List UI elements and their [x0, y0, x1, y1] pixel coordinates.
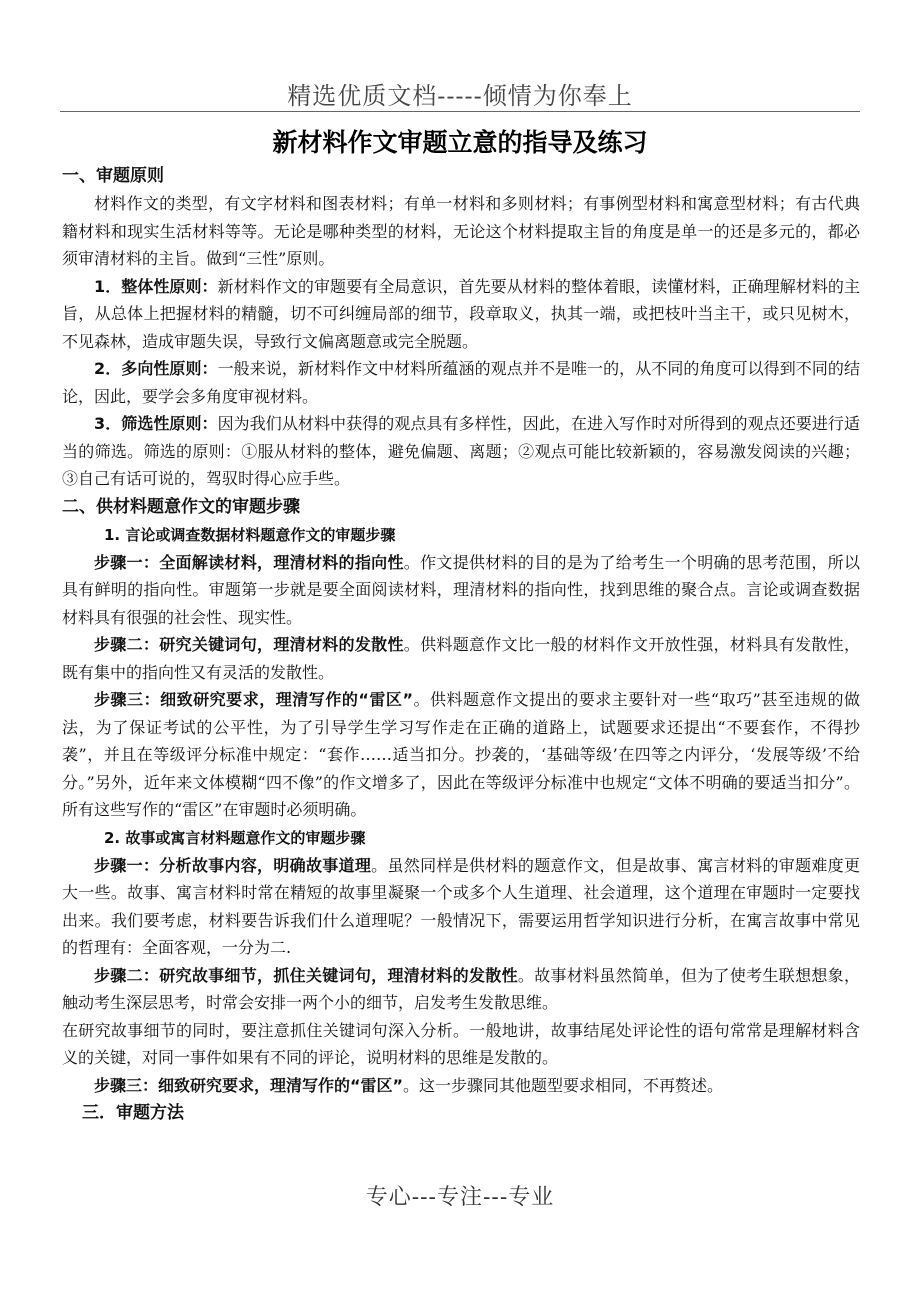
step-b1-label: 步骤一：分析故事内容，明确故事道理 [94, 855, 372, 875]
principle-3-paragraph [62, 410, 860, 493]
principle-1-label: 1．整体性原则： [94, 276, 218, 296]
step-b2-label: 步骤二：研究故事细节，抓住关键词句，理清材料的发散性 [94, 965, 518, 985]
section-heading-1: 一、审题原则 [62, 166, 164, 186]
principle-2-paragraph [62, 355, 860, 410]
principle-2-label: 2．多向性原则： [94, 359, 218, 378]
step-b2-text: 。故事材料虽然简单，但为了使考生联想想象，触动考生深层思考，时常会安排一两个小的细节，启发考生发散思维。 [62, 965, 860, 1012]
step-b3-paragraph [62, 1072, 860, 1100]
step-a3-text: 。供料题意作文提出的要求主要针对一些“取巧”甚至违规的做法，为了保证考试的公平性，为了引导学生学习写作走在正确的道路上，试题要求还提出“不要套作，不得抄袭”，并且在等级评分标准中规定：“套作……适当扣分。抄袭的，‘基础等级’在四等之内评分，‘发展等级’不给分。”另外，近年来文体模糊“四不像”的作文增多了，因此在等级评分标准中也规定“文体不明确的要适当扣分”。所有这些写作的“雷区”在审题时必须明确。 [62, 690, 860, 819]
section-1-intro: 材料作文的类型，有文字材料和图表材料；有单一材料和多则材料；有事例型材料和寓意型材料；有古代典籍材料和现实生活材料等等。无论是哪种类型的材料，无论这个材料提取主旨的角度是单一的还是多元的，都必须审清材料的主旨。做到“三性”原则。 [62, 194, 860, 268]
step-a3-paragraph [62, 686, 860, 824]
step-a2-label: 步骤二：研究关键词句，理清材料的发散性 [94, 635, 404, 654]
step-b3-text: 。这一步骤同其他题型要求相同，不再赘述。 [403, 1075, 724, 1095]
section-heading-2: 二、供材料题意作文的审题步骤 [62, 496, 300, 517]
step-b1-text: 。虽然同样是供材料的题意作文，但是故事、寓言材料的审题难度更大一些。故事、寓言材料时常在精短的故事里凝聚一个或多个人生道理、社会道理，这个道理在审题时一定要找出来。我们要考虑，材料要告诉我们什么道理呢？一般情况下，需要运用哲学知识进行分析，在寓言故事中常见的哲理有：全面客观，一分为二. [62, 855, 860, 957]
document-title: 新材料作文审题立意的指导及练习 [272, 128, 648, 157]
document-body [62, 162, 860, 1127]
step-a1-paragraph [62, 549, 860, 632]
step-a1-text: 。作文提供材料的目的是为了给考生一个明确的思考范围，所以具有鲜明的指向性。审题第一步就是要全面阅读材料，理清材料的指向性，找到思维的聚合点。言论或调查数据材料具有很强的社会性、现实性。 [62, 552, 860, 627]
step-a1-label: 步骤一：全面解读材料，理清材料的指向性 [94, 552, 404, 572]
subsection-heading-2: 2. 故事或寓言材料题意作文的审题步骤 [104, 828, 366, 847]
subsection-heading-1: 1. 言论或调查数据材料题意作文的审题步骤 [104, 525, 396, 544]
principle-3-label: 3．筛选性原则： [94, 414, 218, 433]
step-b1-paragraph [62, 852, 860, 962]
step-b3-label: 步骤三：细致研究要求，理清写作的“雷区” [94, 1075, 404, 1095]
step-b2-paragraph [62, 962, 860, 1017]
principle-1-paragraph [62, 273, 860, 356]
principle-2-text: 一般来说，新材料作文中材料所蕴涵的观点并不是唯一的，从不同的角度可以得到不同的结论，因此，要学会多角度审视材料。 [62, 359, 860, 406]
step-a3-label: 步骤三：细致研究要求，理清写作的“雷区” [94, 690, 413, 709]
principle-1-text: 新材料作文的审题要有全局意识，首先要从材料的整体着眼，读懂材料，正确理解材料的主旨，从总体上把握材料的精髓，切不可纠缠局部的细节，段章取义，执其一端，或把枝叶当主干，或只见树木，不见森林，造成审题失误，导致行文偏离题意或完全脱题。 [62, 276, 860, 351]
page-footer: 专心---专注---专业 [365, 1185, 555, 1210]
step-b2-extra-paragraph: 在研究故事细节的同时，要注意抓住关键词句深入分析。一般地讲，故事结尾处评论性的语句常常是理解材料含义的关键，对同一事件如果有不同的评论，说明材料的思维是发散的。 [62, 1020, 860, 1067]
principle-3-text: 因为我们从材料中获得的观点具有多样性，因此，在进入写作时对所得到的观点还要进行适当的筛选。筛选的原则：①服从材料的整体，避免偏题、离题；②观点可能比较新颖的，容易激发阅读的兴趣；③自己有话可说的，驾驭时得心应手些。 [62, 414, 860, 488]
step-a2-paragraph [62, 631, 860, 686]
page-header: 精选优质文档-----倾情为你奉上 [287, 82, 633, 110]
step-a2-text: 。供料题意作文比一般的材料作文开放性强，材料具有发散性，既有集中的指向性又有灵活的发散性。 [62, 635, 860, 682]
section-heading-3: 三．审题方法 [82, 1103, 184, 1123]
header-divider [60, 111, 860, 112]
